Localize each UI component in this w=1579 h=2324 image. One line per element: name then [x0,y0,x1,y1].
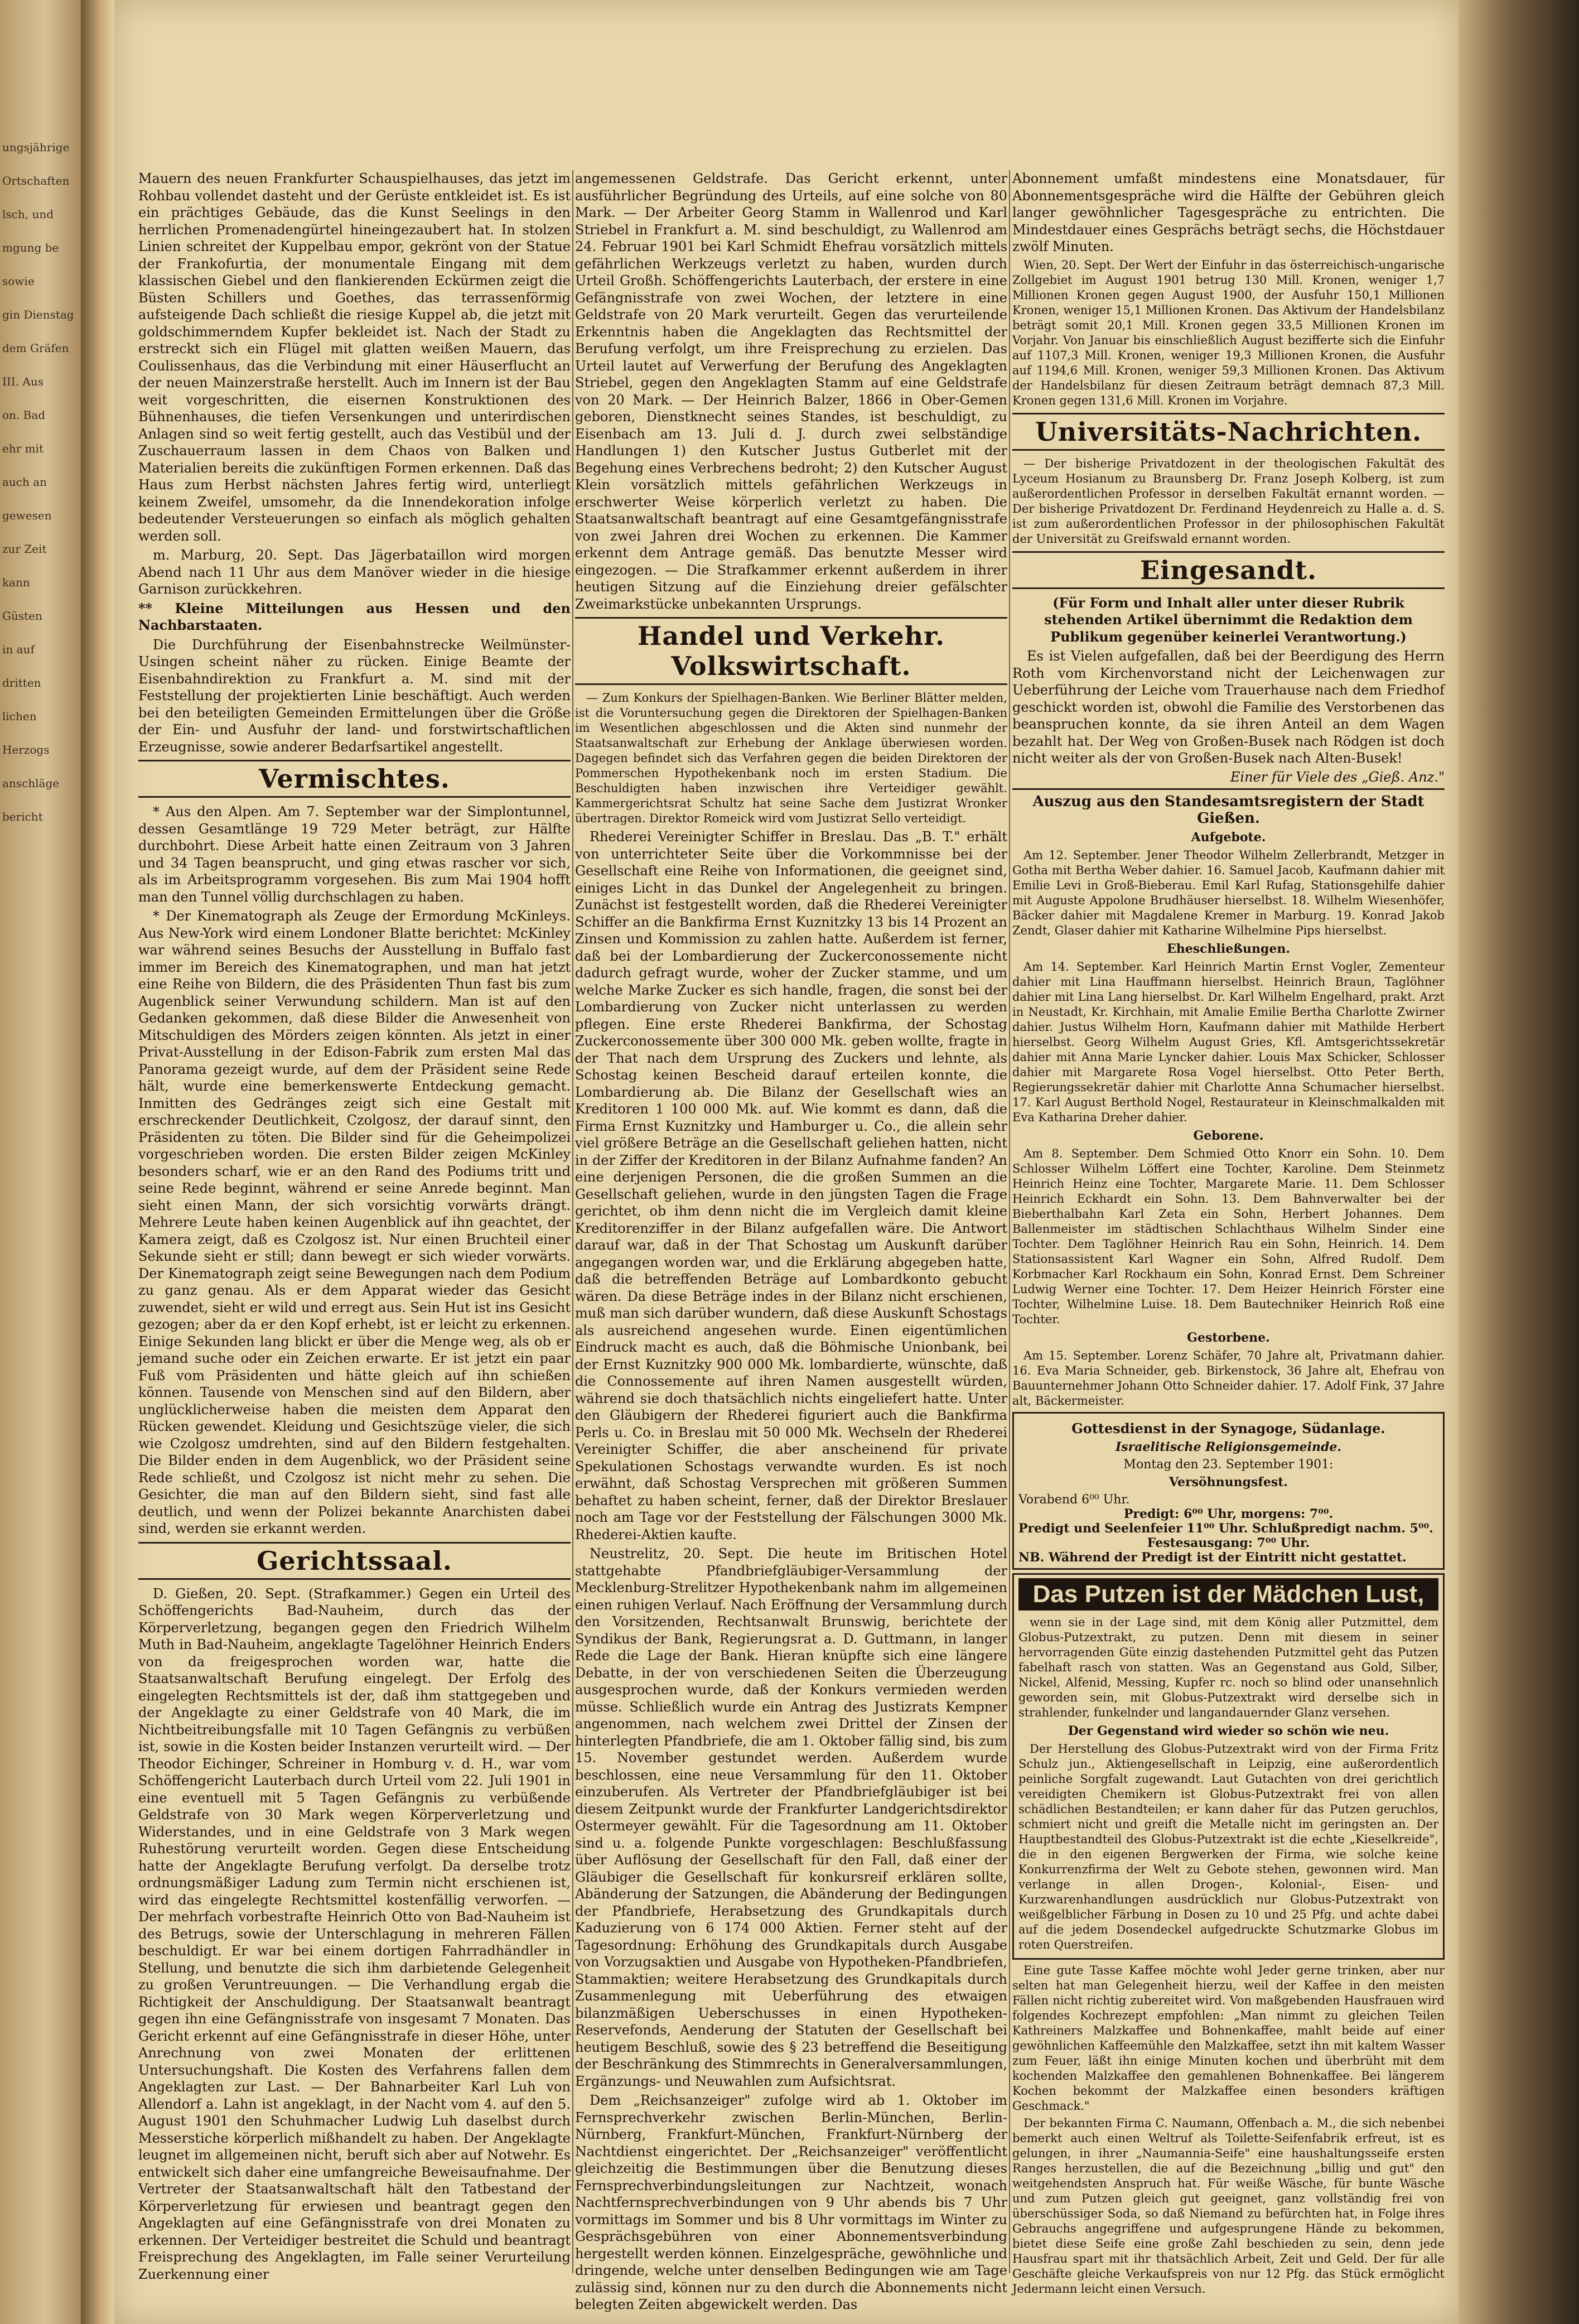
section-heading-universitaet: Universitäts-Nachrichten. [1012,413,1445,451]
marburg-news: m. Marburg, 20. Sept. Das Jägerbataillon wird morgen Abend nach 11 Uhr aus dem Manöver wieder in die hiesige Garnison zurückkehren. [138,547,571,597]
gestorbene-text: Am 15. September. Lorenz Schäfer, 70 Jahre alt, Privatmann dahier. 16. Eva Maria Schneider, geb. Birkenstock, 36 Jahre alt, Ehefrau von Bauunternehmer Johann Otto Schneider dahier. 17. Adolf Fink, 37 Jahre alt, Bäckermeister. [1012,1348,1445,1407]
previous-page-text-fragment: mgung be [2,241,59,254]
divider [1012,788,1445,790]
eingesandt-disclaimer: (Für Form und Inhalt aller unter dieser Rubrik stehenden Artikel übernimmt die Redaktion dem Publikum gegenüber keinerlei Verantwortung.) [1044,594,1413,645]
gottesdienst-date: Montag den 23. September 1901: [1123,1457,1334,1472]
theater-article-text: Mauern des neuen Frankfurter Schauspielhauses, das jetzt im Rohbau vollendet dasteht und der Gerüste entkleidet ist. Es ist ein prächtiges Gebäude, das die Kunst Seelings in den herrlichen Promenadengürtel hineingezaubert hat. In stolzen Linien schreitet der Kuppelbau empor, gekrönt von der Statue der Frankofurtia, der monumentale Eingang mit dem klassischen Giebel und den flankierenden Eckürmen zeigt die Büsten Schillers und Goethes, das terrassenförmig aufsteigende Dach schließt die riesige Kuppel ab, die jetzt mit goldschimmerndem Kupfer bekleidet ist. Nach der Stadt zu erstreckt sich ein Flügel mit glatten weißen Mauern, das Coulissenhaus, das die Verbindung mit einer Häuserflucht an der neuen Mainzerstraße herstellt. Auch im Innern ist der Bau weit vorgeschritten, die eisernen Konstruktionen des Bühnenhauses, die tiefen Versenkungen und unterirdischen Anlagen sind so weit fertig gestellt, auch das Vestibül und der Zuschauerraum lassen in dem Chaos von Balken und Materialien bereits die zukünftigen Formen erkennen. Daß das Haus zum Herbst nächsten Jahres fertig wird, unterliegt keinem Zweifel, umsomehr, da die Innendekoration infolge bedeutender Versteuerungen so einfach als möglich gehalten werden soll. [138,171,571,544]
advertisement-text: wenn sie in der Lage sind, mit dem König aller Putzmittel, dem Globus-Putzextrakt, zu putzen. Denn mit diesem in seiner hervorragenden Güte einzig dastehenden Putzmittel geht das Putzen fabelhaft rasch von statten. Was an Gegenstand aus Gold, Silber, Nickel, Alfenid, Messing, Kupfer rc. noch so blind oder unansehnlich geworden sein, mit Globus-Putzextrakt wird derselbe sich in strahlender, funkelnder und langandauernder Glanz versehen. [1018,1615,1438,1719]
column-3 [1012,170,1445,2296]
previous-page-text-fragment: lichen [2,710,37,723]
gerichtssaal-text: D. Gießen, 20. Sept. (Strafkammer.) Gegen ein Urteil des Schöffengerichts Bad-Nauheim, durch das der Körperverletzung, begangen gegen den Friedrich Wilhelm Muth in Bad-Nauheim, angeklagte Tagelöhner Heinrich Enders von da freigesprochen worden war, hatte die Staatsanwaltschaft Berufung eingelegt. Der Erfolg des eingelegten Rechtsmittels ist der, daß ihm stattgegeben und der Angeklagte zu einer Geldstrafe von 40 Mark, die im Nichtbeitreibungsfalle mit 10 Tagen Gefängnis zu verbüßen ist, sowie in die Kosten beider Instanzen verurteilt wird. — Der Theodor Eichinger, Schreiner in Homburg v. d. H., war vom Schöffengericht Lauterbach durch Urteil vom 22. Juli 1901 in eine eventuell mit 5 Tagen Gefängnis zu verbüßende Geldstrafe von 30 Mark wegen Körperverletzung und Widerstandes, und in eine Geldstrafe von 3 Mark wegen Ruhestörung verurteilt worden. Gegen diese Entscheidung hatte der Angeklagte Berufung verfolgt. Da derselbe trotz ordnungsmäßiger Ladung zum Termin nicht erschienen ist, wird das eingelegte Rechtsmittel kostenfällig verworfen. — Der mehrfach vorbestrafte Heinrich Otto von Bad-Nauheim ist des Betrugs, sowie der Unterschlagung in mehreren Fällen beschuldigt. Er war bei einem dortigen Fahrradhändler in Stellung, und benutzte die sich ihm darbietende Gelegenheit zu großen Veruntreuungen. — Die Verhandlung ergab die Richtigkeit der Anschuldigung. Der Staatsanwalt beantragt gegen ihn eine Gefängnisstrafe von insgesamt 7 Monaten. Das Gericht erkennt auf eine Gefängnisstrafe in dieser Höhe, unter Anrechnung von zwei Monaten der erlittenen Untersuchungshaft. Die Kosten des Verfahrens fallen dem Angeklagten zur Last. — Der Bahnarbeiter Karl Luh von Allendorf a. Lahn ist angeklagt, in der Nacht vom 4. auf den 5. August 1901 den Schuhmacher Ludwig Luh daselbst durch Messerstiche körperlich mißhandelt zu haben. Der Angeklagte leugnet im allgemeinen nicht, beruft sich aber auf Notwehr. Es entwickelt sich daher eine umfangreiche Beweisaufnahme. Der Vertreter der Staatsanwaltschaft hält den Tatbestand der Körperverletzung für erwiesen und beantragt gegen den Angeklagten auf eine Gefängnisstrafe von drei Monaten zu erkennen. Der Verteidiger bestreitet die Schuld und beantragt Freisprechung des Angeklagten, im Falle seiner Verurteilung Zuerkennung einer [138,1585,571,2282]
eheschliessungen-title: Eheschließungen. [1167,941,1290,956]
column-1 [138,170,571,2284]
kaffee-notice: Eine gute Tasse Kaffee möchte wohl Jeder gerne trinken, aber nur selten hat man Gelegenheit hierzu, weil der Kaffee in den meisten Fällen nicht richtig zubereitet wird. Von maßgebenden Hausfrauen wird folgendes Kochrezept empfohlen: „Man nimmt zu gleichen Teilen Kathreiners Malzkaffee und Bohnenkaffee, mahlt beide auf einer gewöhnlichen Kaffeemühle den Malzkaffee, setzt ihn mit kaltem Wasser zum Feuer, läßt ihn einige Minuten kochen und überbrüht mit dem kochenden Malzkaffee den gemahlenen Bohnenkaffee. Bei längerem Kochen bekommt der Malzkaffee einen besonders kräftigen Geschmack." [1012,1963,1445,2113]
kleine-mitteilungen-heading: ** Kleine Mitteilungen aus Hessen und den Nachbarstaaten. [138,600,571,633]
gottesdienst-ausgang: Festesausgang: 7⁰⁰ Uhr. [1147,1535,1310,1550]
geborene-text: Am 8. September. Dem Schmied Otto Knorr ein Sohn. 10. Dem Schlosser Wilhelm Löffert eine Tochter, Karoline. Dem Steinmetz Heinrich Heinz eine Tochter, Margarete Marie. 11. Dem Schlosser Heinrich Eckhardt ein Sohn. 13. Dem Bahnverwalter bei der Bieberthalbahn Karl Zeta ein Sohn, Herbert Johannes. Dem Ballenmeister im städtischen Schlachthaus Wilhelm Sinder eine Tochter. Dem Taglöhner Heinrich Rau ein Sohn, Heinrich. 14. Dem Stationsassistent Karl Wagner ein Sohn, Alfred Rudolf. Dem Korbmacher Karl Rockhaum ein Sohn, Konrad Ernst. Dem Schreiner Ludwig Werner eine Tochter. 17. Dem Heizer Heinrich Förster eine Tochter, Wilhelmine Luise. 18. Dem Bautechniker Heinrich Roß eine Tochter. [1012,1146,1445,1326]
column-rule [1009,170,1010,2273]
previous-page-text-fragment: dem Gräfen [2,341,69,355]
gottesdienst-fest: Versöhnungsfest. [1168,1474,1288,1489]
rhederei-news: Rhederei Vereinigter Schiffer in Breslau. Das „B. T." erhält von unterrichteter Seite über die Vorkommnisse bei der Gesellschaft eine Reihe von Informationen, die geeignet sind, einiges Licht in das Dunkel der Angelegenheit zu bringen. Zunächst ist festgestellt worden, daß die Rhederei Vereinigter Schiffer an die Bankfirma Ernst Kuznitzky 13 bis 14 Prozent an Zinsen und Kommission zu zahlen hatte. Außerdem ist ferner, daß bei der Lombardierung der Zuckerconossemente nicht dadurch gefragt wurde, woher der Zucker stamme, und um welche Marke Zucker es sich handle, fragen, die sonst bei der Lombardierung von Zucker nicht unterlassen zu werden pflegen. Eine erste Rhederei Bankfirma, der Schostag Zuckerconossemente über 300 000 Mk. geben wollte, fragte in der That nach dem Ursprung des Zuckers und lehnte, als Schostag keinen Bescheid darauf erteilen konnte, die Lombardierung ab. Die Bilanz der Gesellschaft wies an Kreditoren 1 100 000 Mk. auf. Wie kommt es dann, daß die Firma Ernst Kuznitzky und Hamburger u. Co., die allein sehr viel größere Beträge an die Gesellschaft geliehen hatten, nicht in der Ziffer der Kreditoren in der Bilanz Aufnahme fanden? An eine derjenigen Personen, die die großen Summen an die Gesellschaft geliehen, wurde in den jüngsten Tagen die Frage gerichtet, ob ihm denn nicht die im Vergleich damit kleine Kreditorenziffer in der Bilanz aufgefallen wäre. Die Antwort darauf war, daß in der That Schostag um Auskunft darüber angegangen worden war, und die Erklärung abgegeben hatte, daß die betreffenden Beträge auf Lombardkonto gebucht wären. Da diese Beträge indes in der Bilanz nicht erschienen, muß man sich darüber wundern, daß diese Auskunft Schostags als ausreichend angesehen wurde. Einen eigentümlichen Eindruck macht es auch, daß die Böhmische Unionbank, bei der Ernst Kuznitzky 900 000 Mk. lombardierte, wünschte, daß die Connossemente auf ihren Namen ausgestellt würden, während sie doch thatsächlich nichts eingeliefert hatte. Unter den Gläubigern der Rhederei figuriert auch die Bankfirma Perls u. Co. in Breslau mit 50 000 Mk. Wechseln der Rhederei Vereinigter Schiffer, die aber anscheinend für private Spekulationen Schostags verwandte wurden. Es ist noch erwähnt, daß Schostag Versprechen mit größeren Summen behaftet zu haben scheint, ferner, daß der Direktor Breslauer noch am Tage vor der Feststellung der Fälschungen 3000 Mk. Rhederei-Aktien kaufte. [575,829,1007,1542]
advertisement-text-2: Der Herstellung des Globus-Putzextrakt wird von der Firma Fritz Schulz jun., Aktiengesellschaft in Leipzig, eine außerordentlich peinliche Sorgfalt zugewandt. Laut Gutachten von drei gerichtlich vereidigten Chemikern ist Globus-Putzextrakt frei von allen schädlichen Bestandteilen; er kann daher für das Putzen geruchlos, schmiert nicht und greift die Metalle nicht im geringsten an. Der Hauptbestandteil des Globus-Putzextrakt ist die echte „Kieselkreide", die in den eigenen Bergwerken der Firma, wie solche keine Konkurrenzfirma der Welt zu Gebote stehen, gewonnen wird. Man verlange in allen Drogen-, Kolonial-, Eisen- und Kurzwarenhandlungen ausdrücklich nur Globus-Putzextrakt von weißgelblicher Färbung in Dosen zu 10 und 25 Pfg. und achte dabei auf die jedem Dosendeckel aufgedruckte Schutzmarke Globus im roten Querstreifen. [1018,1742,1438,1951]
spielhagen-news: — Zum Konkurs der Spielhagen-Banken. Wie Berliner Blätter melden, ist die Voruntersuchung gegen die Direktoren der Spielhagen-Banken im Wesentlichen abgeschlossen und die Akten sind nunmehr der Staatsanwaltschaft zur Erhebung der Anklage überwiesen worden. Dagegen befindet sich das Verfahren gegen die beiden Direktoren der Pommerschen Hypothekenbank noch im ersten Stadium. Die Beschuldigten haben inzwischen ihre Verteidiger gewählt. Kammergerichtsrat Schultz hat seine Sache dem Justizrat Wronker übertragen. Direktor Romeick wird vom Justizrat Sello verteidigt. [575,691,1007,825]
aufgebote-text: Am 12. September. Jener Theodor Wilhelm Zellerbrandt, Metzger in Gotha mit Bertha Weber dahier. 16. Samuel Jacob, Kaufmann dahier mit Emilie Levi in Groß-Bieberau. Emil Karl Rufag, Stationsgehilfe dahier mit Auguste Appolone Brudhäuser hierselbst. 18. Wilhelm Wiesenhöfer, Bäcker dahier mit Magdalene Kremer in Marburg. 19. Konrad Jakob Zendt, Glaser dahier mit Katharine Wilhelmine Pips hierselbst. [1012,848,1445,937]
standesamt-heading: Auszug aus den Standesamtsregistern der Stadt Gießen. [1032,793,1425,827]
column-rule [572,170,573,2273]
advertisement-title: Das Putzen ist der Mädchen Lust, [1018,1578,1438,1611]
simplon-news: * Aus den Alpen. Am 7. September war der Simplontunnel, dessen Gesamtlänge 19 729 Meter beträgt, zur Hälfte durchbohrt. Diese Arbeit hatte einen Zeitraum von 3 Jahren und 34 Tagen beansprucht, und ging etwas rascher vor sich, als im Arbeitsprogramm vorgesehen. Bis zum Mai 1904 hofft man den Tunnel völlig durchschlagen zu haben. [138,804,571,905]
previous-page-text-fragment: ehr mit [2,442,44,455]
globus-advertisement [1012,1573,1445,1960]
gottesdienst-predigt: Predigt: 6⁰⁰ Uhr, morgens: 7⁰⁰. [1123,1506,1334,1521]
previous-page-text-fragment: ungsjährige [2,141,70,154]
column-2 [575,170,1007,2312]
gottesdienst-seelenfeier: Predigt und Seelenfeier 11⁰⁰ Uhr. Schlußpredigt nachm. 5⁰⁰. [1018,1521,1433,1536]
geborene-title: Geborene. [1193,1128,1264,1143]
previous-page-edge [0,0,81,2324]
fernsprech-news: Dem „Reichsanzeiger" zufolge wird ab 1. Oktober im Fernsprechverkehr zwischen Berlin-München, Berlin-Nürnberg, Frankfurt-München, Frankfurt-Nürnberg der Nachtdienst eingerichtet. Der „Reichsanzeiger" veröffentlicht gleichzeitig die Bestimmungen über die Benutzung dieses Fernsprechverbindungsleitungen zur Nachtzeit, wonach Nachtfernsprechverbindungen von 9 Uhr abends bis 7 Uhr vormittags im Sommer und bis 8 Uhr vormittags im Winter zu Gesprächsgebühren von einer Abonnementsverbindung hergestellt werden können. Einzelgespräche, gewöhnliche und dringende, welche unter denselben Bedingungen wie am Tage zulässig sind, können nur zu den durch die Abonnements nicht belegten Zeiten abgewickelt werden. Das [575,2092,1007,2312]
section-heading-handel: Handel und Verkehr. Volkswirtschaft. [575,617,1007,685]
previous-page-text-fragment: Güsten [2,609,42,623]
previous-page-text-fragment: dritten [2,676,41,690]
previous-page-text-fragment: auch an [2,475,47,489]
section-heading-gerichtssaal: Gerichtssaal. [138,1542,571,1580]
previous-page-text-fragment: kann [2,576,30,589]
book-cover-edge [1459,0,1579,2324]
previous-page-text-fragment: gin Dienstag [2,308,74,321]
gestorbene-title: Gestorbene. [1187,1330,1270,1345]
previous-page-text-fragment: in auf [2,643,35,656]
gerichtssaal-continued: angemessenen Geldstrafe. Das Gericht erkennt, unter ausführlicher Begründung des Urteils, auf eine solche von 80 Mark. — Der Arbeiter Georg Stamm in Wallenrod und Karl Striebel in Frankfurt a. M. sind beschuldigt, zu Wallenrod am 24. Februar 1901 bei Karl Schmidt Ehefrau vorsätzlich mittels gefährlichen Werkzeugs verletzt zu haben, wurden durch Urteil Großh. Schöffengerichts Lauterbach, der erstere in eine Gefängnisstrafe von zwei Wochen, der letztere in eine Geldstrafe von 20 Mark verurteilt. Gegen das verurteilende Erkenntnis haben die Angeklagten das Rechtsmittel der Berufung verfolgt, um ihre Freisprechung zu erzielen. Das Urteil lautet auf Verwerfung der Berufung des Angeklagten Striebel, gegen den Angeklagten Stamm auf eine Geldstrafe von 20 Mark. — Der Heinrich Balzer, 1866 in Ober-Gemen geboren, Dienstknecht seines Standes, ist beschuldigt, zu Eisenbach am 13. Juli d. J. durch zwei selbständige Handlungen 1) den Kutscher Justus Gutberlet mit der Begehung eines Verbrechens bedroht; 2) den Kutscher August Klein vorsätzlich mittels gefährlichen Werkzeugs in erschwerter Weise körperlich verletzt zu haben. Die Staatsanwaltschaft beantragt auf eine Gesamtgefängnisstrafe von zwei Jahren drei Wochen zu erkennen. Die Kammer erkennt dem Antrage gemäß. Das benutzte Messer wird eingezogen. — Die Strafkammer erkennt außerdem in ihrer heutigen Sitzung auf die Einziehung dreier gefälschter Zweimarkstücke unbekannten Ursprungs. [575,171,1007,612]
gottesdienst-title: Gottesdienst in der Synagoge, Südanlage. [1071,1420,1385,1436]
newspaper-page [114,0,1459,2324]
previous-page-text-fragment: bericht [2,810,43,823]
aufgebote-title: Aufgebote. [1191,830,1266,845]
previous-page-text-fragment: Ortschaften [2,174,70,187]
previous-page-text-fragment: on. Bad [2,408,46,422]
gottesdienst-box [1012,1412,1445,1570]
previous-page-text-fragment: gewesen [2,509,52,522]
universitaet-news: — Der bisherige Privatdozent in der theologischen Fakultät des Lyceum Hosianum zu Braunsberg Dr. Franz Joseph Kolberg, ist zum außerordentlichen Professor in derselben Fakultät ernannt worden. — Der bisherige Privatdozent Dr. Ferdinand Heydenreich zu Halle a. d. S. ist zum außerordentlichen Professor in der philosophischen Fakultät der Universität zu Greifswald ernannt worden. [1012,456,1445,546]
section-heading-eingesandt: Eingesandt. [1012,551,1445,589]
naumann-notice: Der bekannten Firma C. Naumann, Offenbach a. M., die sich nebenbei bemerkt auch einen Weltruf als Toilette-Seifenfabrik erfreut, ist es gelungen, in ihrer „Naumannia-Seife" eine haushaltungsseife ersten Ranges herzustellen, die auf die Bezeichnung „billig und gut" den weitgehendsten Anspruch hat. Für weiße Wäsche, für bunte Wäsche und zum Putzen gleich gut geeignet, ganz vollständig frei von überschüssiger Soda, so daß Niemand zu befürchten hat, in Folge ihres Gebrauchs angegriffene und aufgesprungene Hände zu bekommen, bietet diese Seife eine große Zahl beschieden zu sein, denn jede Hausfrau spart mit ihr thatsächlich Arbeit, Zeit und Geld. Der für alle Geschäfte gleiche Verkaufspreis von nur 12 Pfg. das Stück ermöglicht Jedermann leicht einen Versuch. [1012,2116,1445,2296]
wien-news: Wien, 20. Sept. Der Wert der Einfuhr in das österreichisch-ungarische Zollgebiet im August 1901 betrug 130 Mill. Kronen, weniger 1,7 Millionen Kronen gegen August 1900, der Ausfuhr 150,1 Millionen Kronen, weniger 15,1 Millionen Kronen. Das Aktivum der Handelsbilanz beträgt somit 20,1 Mill. Kronen gegen 33,5 Millionen Kronen im Vorjahr. Von Januar bis einschließlich August bezifferte sich die Einfuhr auf 1107,3 Mill. Kronen, weniger 19,3 Millionen Kronen, die Ausfuhr auf 1194,6 Mill. Kronen, weniger 59,3 Millionen Kronen. Das Aktivum der Handelsbilanz für diesen Zeitraum beträgt demnach 87,3 Mill. Kronen gegen 131,6 Mill. Kronen im Vorjahre. [1012,258,1445,407]
book-gutter [81,0,114,2324]
gottesdienst-note: NB. Während der Predigt ist der Eintritt nicht gestattet. [1018,1550,1407,1565]
previous-page-text-fragment: Herzogs [2,743,50,756]
fernsprech-continued: Abonnement umfaßt mindestens eine Monatsdauer, für Abonnementsgespräche wird die Hälfte der Gebühren gleich langer gewöhnlicher Tagesgespräche zu entrichten. Die Mindestdauer eines Gesprächs beträgt sechs, die Höchstdauer zwölf Minuten. [1012,171,1445,254]
previous-page-text-fragment: anschläge [2,777,60,790]
kinematograph-news: * Der Kinematograph als Zeuge der Ermordung McKinleys. Aus New-York wird einem Londoner Blatte berichtet: McKinley war während seines Besuchs der Ausstellung in Buffalo fast immer im Bereich des Kinematographen, und man hat jetzt eine Reihe von Bildern, die des Präsidenten Thun fast bis zum Augenblick seiner Verwundung schildern. Man ist auf den Gedanken gekommen, daß diese Bilder die Anwesenheit von Mitschuldigen des Mörders zeigen könnten. Als jetzt in einer Privat-Ausstellung in der Edison-Fabrik zum ersten Mal das Panorama gezeigt wurde, auf dem der Präsident seine Rede hält, wurde eine bemerkenswerte Entdeckung gemacht. Inmitten des Gedränges zeigt sich eine Gestalt mit erschreckender Deutlichkeit, Czolgosz, der darauf sinnt, den Präsidenten zu töten. Die Bilder sind für die Geheimpolizei vorgeschrieben worden. Die ersten Bilder zeigen McKinley besonders scharf, wie er an den Rand des Podiums tritt und seine Rede beginnt, während er seine Anrede beginnt. Man sieht einen Mann, der sich vorsichtig vorwärts drängt. Mehrere Leute haben keinen Augenblick auf ihn geachtet, der Kamera zeigt, daß es Czolgosz ist. Nur einen Bruchteil einer Sekunde sieht er still; dann bewegt er sich wieder vorwärts. Der Kinematograph zeigt seine Bewegungen nach dem Podium zu ganz genau. Als er dem Apparat wieder das Gesicht zuwendet, sieht er wild und erregt aus. Sein Hut ist ins Gesicht gezogen; aber da er den Kopf erhebt, ist er leicht zu erkennen. Einige Sekunden lang blickt er über die Menge weg, als ob er jemand suche oder ein Zeichen erwarte. Er ist jetzt ein paar Fuß vom Präsidenten und hätte gleich auf ihn schießen können. Tausende von Menschen sind auf den Bildern, aber unglücklicherweise haben die meisten dem Apparat den Rücken gewendet. Kleidung und Gesichtszüge vieler, die sich wie Czolgosz umdrehten, sind auf den Bildern festgehalten. Die Bilder enden in dem Augenblick, wo der Präsident seine Rede schließt, und Czolgosz ist nicht mehr zu sehen. Die Gesichter, die man auf den Bildern sieht, sind fast alle deutlich, und wenn der Polizei bekannte Anarchisten dabei sind, werden sie erkannt werden. [138,908,571,1536]
eheschliessungen-text: Am 14. September. Karl Heinrich Martin Ernst Vogler, Zementeur dahier mit Lina Hauffmann hierselbst. Heinrich Braun, Taglöhner dahier mit Lina Lang hierselbst. Dr. Karl Wilhelm Engelhard, prakt. Arzt in Neustadt, Kr. Kirchhain, mit Amalie Emilie Bertha Charlotte Zwirner dahier. Justus Wilhelm Horn, Kaufmann dahier mit Mathilde Herbert hierselbst. Georg Wilhelm August Gries, Kfl. Amtsgerichtssekretär dahier mit Anna Marie Lyncker dahier. Louis Max Schicker, Schlosser dahier mit Margarete Rosa Vogel hierselbst. Otto Peter Berth, Regierungssekretär dahier mit Charlotte Anna Schumacher hierselbst. 17. Karl August Berthold Nogel, Restaurateur in Kleinschmalkalden mit Eva Katharina Dreher dahier. [1012,960,1445,1124]
section-heading-vermischtes: Vermischtes. [138,760,571,798]
previous-page-text-fragment: zur Zeit [2,542,47,556]
eingesandt-text: Es ist Vielen aufgefallen, daß bei der Beerdigung des Herrn Roth vom Kirchenvorstand nicht der Leichenwagen zur Ueberführung der Leiche vom Trauerhause nach dem Friedhof geschickt worden ist, obwohl die Familie des Verstorbenen das beanspruchen konnte, da sie ihren Anteil an dem Wagen bezahlt hat. Der Weg von Großen-Busek nach Rödgen ist doch nicht weiter als der von Großen-Busek nach Alten-Busek! [1012,648,1445,766]
neustrelitz-news: Neustrelitz, 20. Sept. Die heute im Britischen Hotel stattgehabte Pfandbriefgläubiger-Versammlung der Mecklenburg-Strelitzer Hypothekenbank nahm im allgemeinen einen ruhigen Verlauf. Nach Eröffnung der Versammlung durch den Vorsitzenden, Rechtsanwalt Brunswig, berichtete der Syndikus der Bank, Regierungsrat a. D. Guttmann, in langer Rede die Lage der Bank. Hieran knüpfte sich eine längere Debatte, in der von verschiedenen Seiten die Überzeugung ausgesprochen wurde, daß der Konkurs vermieden werden müsse. Schließlich wurde ein Antrag des Justizrats Kempner angenommen, nach welchem zwei Drittel der Zinsen der hinterlegten Pfandbriefe, die am 1. Oktober fällig sind, bis zum 15. November gestundet werden. Außerdem wurde beschlossen, eine neue Versammlung für den 11. Oktober einzuberufen. Als Vertreter der Pfandbriefgläubiger ist bei diesem Zeitpunkt wurde der Frankfurter Landgerichtsdirektor Ostermeyer gewählt. Für die Tagesordnung am 11. Oktober sind u. a. folgende Punkte vorgeschlagen: Beschlußfassung über Auflösung der Gesellschaft für den Fall, daß einer der Gläubiger die Gesellschaft für konkursreif erklären sollte, Abänderung der Satzungen, die Abänderung der Bedingungen der Pfandbriefe, Herabsetzung des Grundkapitals durch Kaduzierung von 6 174 000 Aktien. Ferner steht auf der Tagesordnung: Erhöhung des Grundkapitals durch Ausgabe von Vorzugsaktien und Ausgabe von Hypotheken-Pfandbriefen, Stammaktien; weitere Herabsetzung des Grundkapitals durch Zusammenlegung mit Ueberführung des etwaigen bilanzmäßigen Ueberschusses in einen Hypotheken-Reservefonds, Aenderung der Statuten der Gesellschaft bei heutigem Beschluß, sowie des § 23 betreffend die Beseitigung der Beschränkung des Stimmrechts in Generalversammlungen, Ergänzungs- und Neuwahlen zum Aufsichtsrat. [575,1546,1007,2089]
advertisement-slogan: Der Gegenstand wird wieder so schön wie neu. [1068,1723,1389,1738]
previous-page-text-fragment: III. Aus [2,375,44,388]
kleine-mitteilungen-text: Die Durchführung der Eisenbahnstrecke Weilmünster-Usingen scheint näher zu rücken. Einige Beamte der Eisenbahndirektion zu Frankfurt a. M. sind mit der Feststellung der projektierten Linie beschäftigt. Auch werden bei den beteiligten Gemeinden Ermittelungen über die Größe der Ein- und Ausfuhr der land- und forstwirtschaftlichen Erzeugnisse, sowie anderer Bedarfsartikel angestellt. [138,637,571,755]
previous-page-text-fragment: sowie [2,274,35,288]
previous-page-text-fragment: lsch, und [2,208,54,221]
eingesandt-signature: Einer für Viele des „Gieß. Anz." [1230,769,1445,785]
gottesdienst-gemeinde: Israelitische Religionsgemeinde. [1115,1439,1342,1454]
gottesdienst-vorabend: Vorabend 6⁰⁰ Uhr. [1018,1492,1130,1507]
